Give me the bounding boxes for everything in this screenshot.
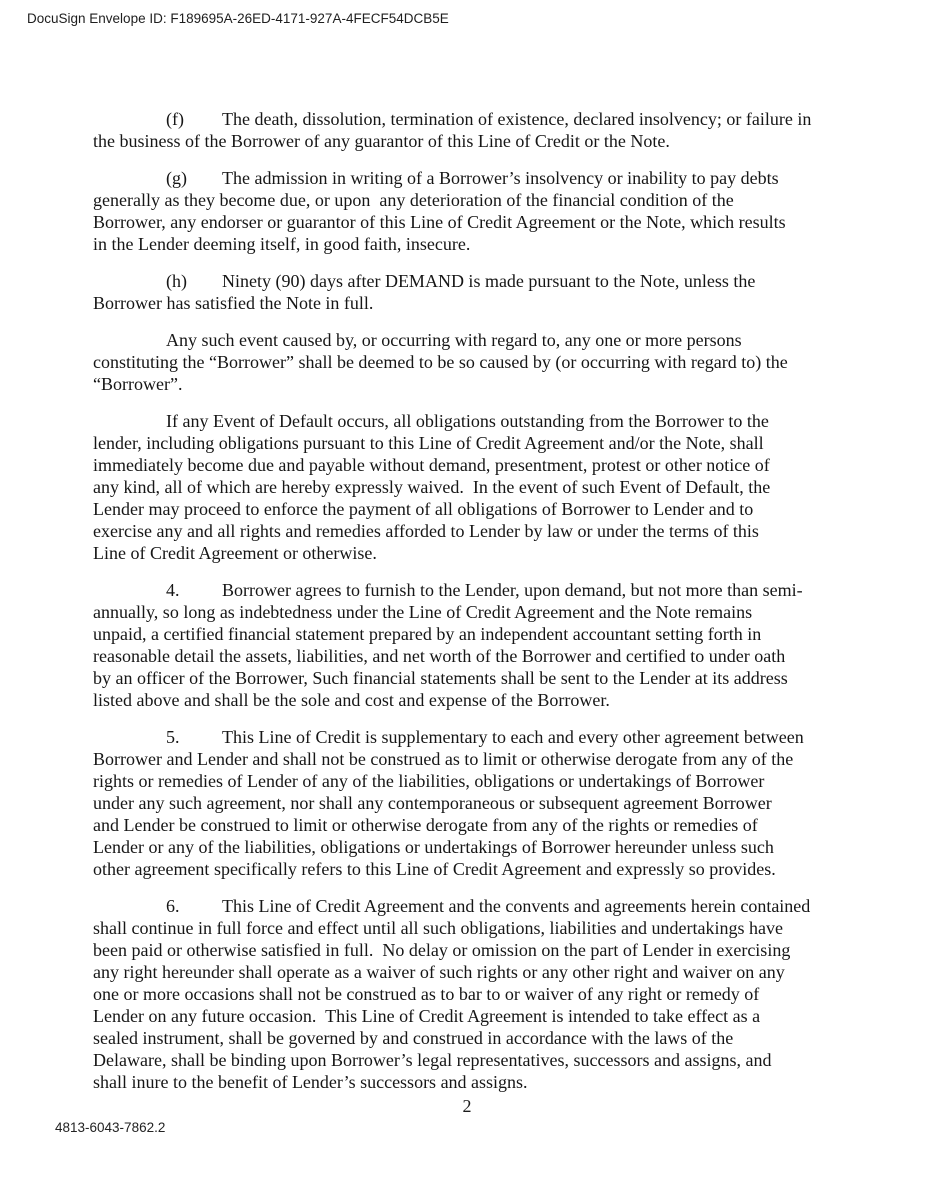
paragraph-line xyxy=(93,270,847,292)
paragraph-line xyxy=(93,233,847,255)
paragraph-line xyxy=(93,939,847,961)
paragraph-text: the business of the Borrower of any guarantor of this Line of Credit or the Note. xyxy=(93,131,670,151)
paragraph-line xyxy=(93,748,847,770)
paragraph-line xyxy=(93,601,847,623)
paragraph-text: in the Lender deeming itself, in good faith, insecure. xyxy=(93,234,471,254)
paragraph-label: 5. xyxy=(166,727,180,747)
paragraph-line xyxy=(93,329,847,351)
paragraph xyxy=(93,167,847,255)
paragraph-text: rights or remedies of Lender of any of the liabilities, obligations or undertakings of Borrower xyxy=(93,771,765,791)
paragraph-line xyxy=(93,292,847,314)
paragraph-line xyxy=(93,983,847,1005)
paragraph-text: Delaware, shall be binding upon Borrower’s legal representatives, successors and assigns, and xyxy=(93,1050,772,1070)
paragraph-text: sealed instrument, shall be governed by and construed in accordance with the laws of the xyxy=(93,1028,734,1048)
paragraph-line xyxy=(93,130,847,152)
paragraph-line xyxy=(93,211,847,233)
paragraph-line xyxy=(93,454,847,476)
paragraph xyxy=(93,579,847,711)
paragraph xyxy=(93,726,847,880)
paragraph-line xyxy=(93,1071,847,1093)
document-control-number: 4813-6043-7862.2 xyxy=(55,1120,166,1135)
paragraph-text: one or more occasions shall not be construed as to bar to or waiver of any right or remedy of xyxy=(93,984,760,1004)
paragraph-line xyxy=(93,792,847,814)
paragraph-text: shall inure to the benefit of Lender’s successors and assigns. xyxy=(93,1072,528,1092)
paragraph-label: 6. xyxy=(166,896,180,916)
paragraph-line xyxy=(93,432,847,454)
paragraph-text: been paid or otherwise satisfied in full. No delay or omission on the part of Lender in exercising xyxy=(93,940,791,960)
paragraph-text: unpaid, a certified financial statement prepared by an independent accountant setting forth in xyxy=(93,624,762,644)
paragraph-line xyxy=(93,858,847,880)
paragraph xyxy=(93,270,847,314)
paragraph-text: Any such event caused by, or occurring with regard to, any one or more persons xyxy=(166,330,742,350)
paragraph-text: lender, including obligations pursuant to this Line of Credit Agreement and/or the Note, shall xyxy=(93,433,764,453)
paragraph-text: exercise any and all rights and remedies afforded to Lender by law or under the terms of this xyxy=(93,521,759,541)
paragraph-text: Borrower agrees to furnish to the Lender, upon demand, but not more than semi- xyxy=(222,580,803,600)
paragraph-line xyxy=(93,726,847,748)
paragraph-text: reasonable detail the assets, liabilities, and net worth of the Borrower and certified to under oath xyxy=(93,646,786,666)
paragraph-text: Ninety (90) days after DEMAND is made pursuant to the Note, unless the xyxy=(222,271,756,291)
paragraph-line xyxy=(93,836,847,858)
paragraph-line xyxy=(93,770,847,792)
paragraph-line xyxy=(93,689,847,711)
paragraph-text: other agreement specifically refers to this Line of Credit Agreement and expressly so provides. xyxy=(93,859,776,879)
paragraph-text: If any Event of Default occurs, all obligations outstanding from the Borrower to the xyxy=(166,411,769,431)
paragraph-text: constituting the “Borrower” shall be deemed to be so caused by (or occurring with regard to) the xyxy=(93,352,788,372)
paragraph xyxy=(93,895,847,1093)
paragraph-line xyxy=(93,498,847,520)
paragraph-line xyxy=(93,476,847,498)
paragraph-text: by an officer of the Borrower, Such financial statements shall be sent to the Lender at its address xyxy=(93,668,788,688)
paragraph-line xyxy=(93,579,847,601)
page-number: 2 xyxy=(462,1096,472,1116)
paragraph-label: (g) xyxy=(166,168,187,188)
paragraph-label: (h) xyxy=(166,271,187,291)
paragraph-label: (f) xyxy=(166,109,184,129)
paragraph-text: and Lender be construed to limit or otherwise derogate from any of the rights or remedies of xyxy=(93,815,758,835)
paragraph-line xyxy=(93,895,847,917)
docusign-envelope-id: DocuSign Envelope ID: F189695A-26ED-4171-927A-4FECF54DCB5E xyxy=(27,11,449,26)
paragraph-text: shall continue in full force and effect until all such obligations, liabilities and undertakings have xyxy=(93,918,783,938)
paragraph-text: Borrower, any endorser or guarantor of this Line of Credit Agreement or the Note, which results xyxy=(93,212,786,232)
paragraph-text: Borrower has satisfied the Note in full. xyxy=(93,293,374,313)
paragraph-line xyxy=(93,189,847,211)
paragraph xyxy=(93,410,847,564)
paragraph-line xyxy=(93,623,847,645)
paragraph-line xyxy=(93,542,847,564)
paragraph-text: any right hereunder shall operate as a waiver of such rights or any other right and waiver on any xyxy=(93,962,785,982)
paragraph-text: Borrower and Lender and shall not be construed as to limit or otherwise derogate from any of the xyxy=(93,749,794,769)
paragraph-text: Line of Credit Agreement or otherwise. xyxy=(93,543,377,563)
paragraph-text: This Line of Credit Agreement and the convents and agreements herein contained xyxy=(222,896,811,916)
paragraph-text: listed above and shall be the sole and cost and expense of the Borrower. xyxy=(93,690,610,710)
paragraph-text: generally as they become due, or upon any deterioration of the financial condition of the xyxy=(93,190,734,210)
paragraph-line xyxy=(93,520,847,542)
paragraph-text: The death, dissolution, termination of existence, declared insolvency; or failure in xyxy=(222,109,812,129)
paragraph-text: immediately become due and payable without demand, presentment, protest or other notice of xyxy=(93,455,770,475)
paragraph-text: annually, so long as indebtedness under the Line of Credit Agreement and the Note remains xyxy=(93,602,753,622)
paragraph-line xyxy=(93,1027,847,1049)
paragraph-text: any kind, all of which are hereby expressly waived. In the event of such Event of Default, the xyxy=(93,477,771,497)
paragraph-line xyxy=(93,645,847,667)
paragraph-text: under any such agreement, nor shall any contemporaneous or subsequent agreement Borrower xyxy=(93,793,772,813)
paragraph-text: Lender on any future occasion. This Line of Credit Agreement is intended to take effect as a xyxy=(93,1006,761,1026)
paragraph-line xyxy=(93,373,847,395)
paragraph-line xyxy=(93,961,847,983)
paragraph xyxy=(93,108,847,152)
paragraph-text: Lender or any of the liabilities, obligations or undertakings of Borrower hereunder unless such xyxy=(93,837,774,857)
paragraph-text: “Borrower”. xyxy=(93,374,183,394)
paragraph-line xyxy=(93,667,847,689)
paragraph-line xyxy=(93,1049,847,1071)
paragraph-line xyxy=(93,1005,847,1027)
paragraph-text: Lender may proceed to enforce the payment of all obligations of Borrower to Lender and to xyxy=(93,499,754,519)
document-body xyxy=(93,108,847,1093)
paragraph-line xyxy=(93,917,847,939)
paragraph-text: The admission in writing of a Borrower’s insolvency or inability to pay debts xyxy=(222,168,779,188)
paragraph-line xyxy=(93,351,847,373)
paragraph-text: This Line of Credit is supplementary to each and every other agreement between xyxy=(222,727,804,747)
paragraph-line xyxy=(93,814,847,836)
paragraph-line xyxy=(93,410,847,432)
paragraph-label: 4. xyxy=(166,580,180,600)
paragraph xyxy=(93,329,847,395)
paragraph-line xyxy=(93,167,847,189)
paragraph-line xyxy=(93,108,847,130)
